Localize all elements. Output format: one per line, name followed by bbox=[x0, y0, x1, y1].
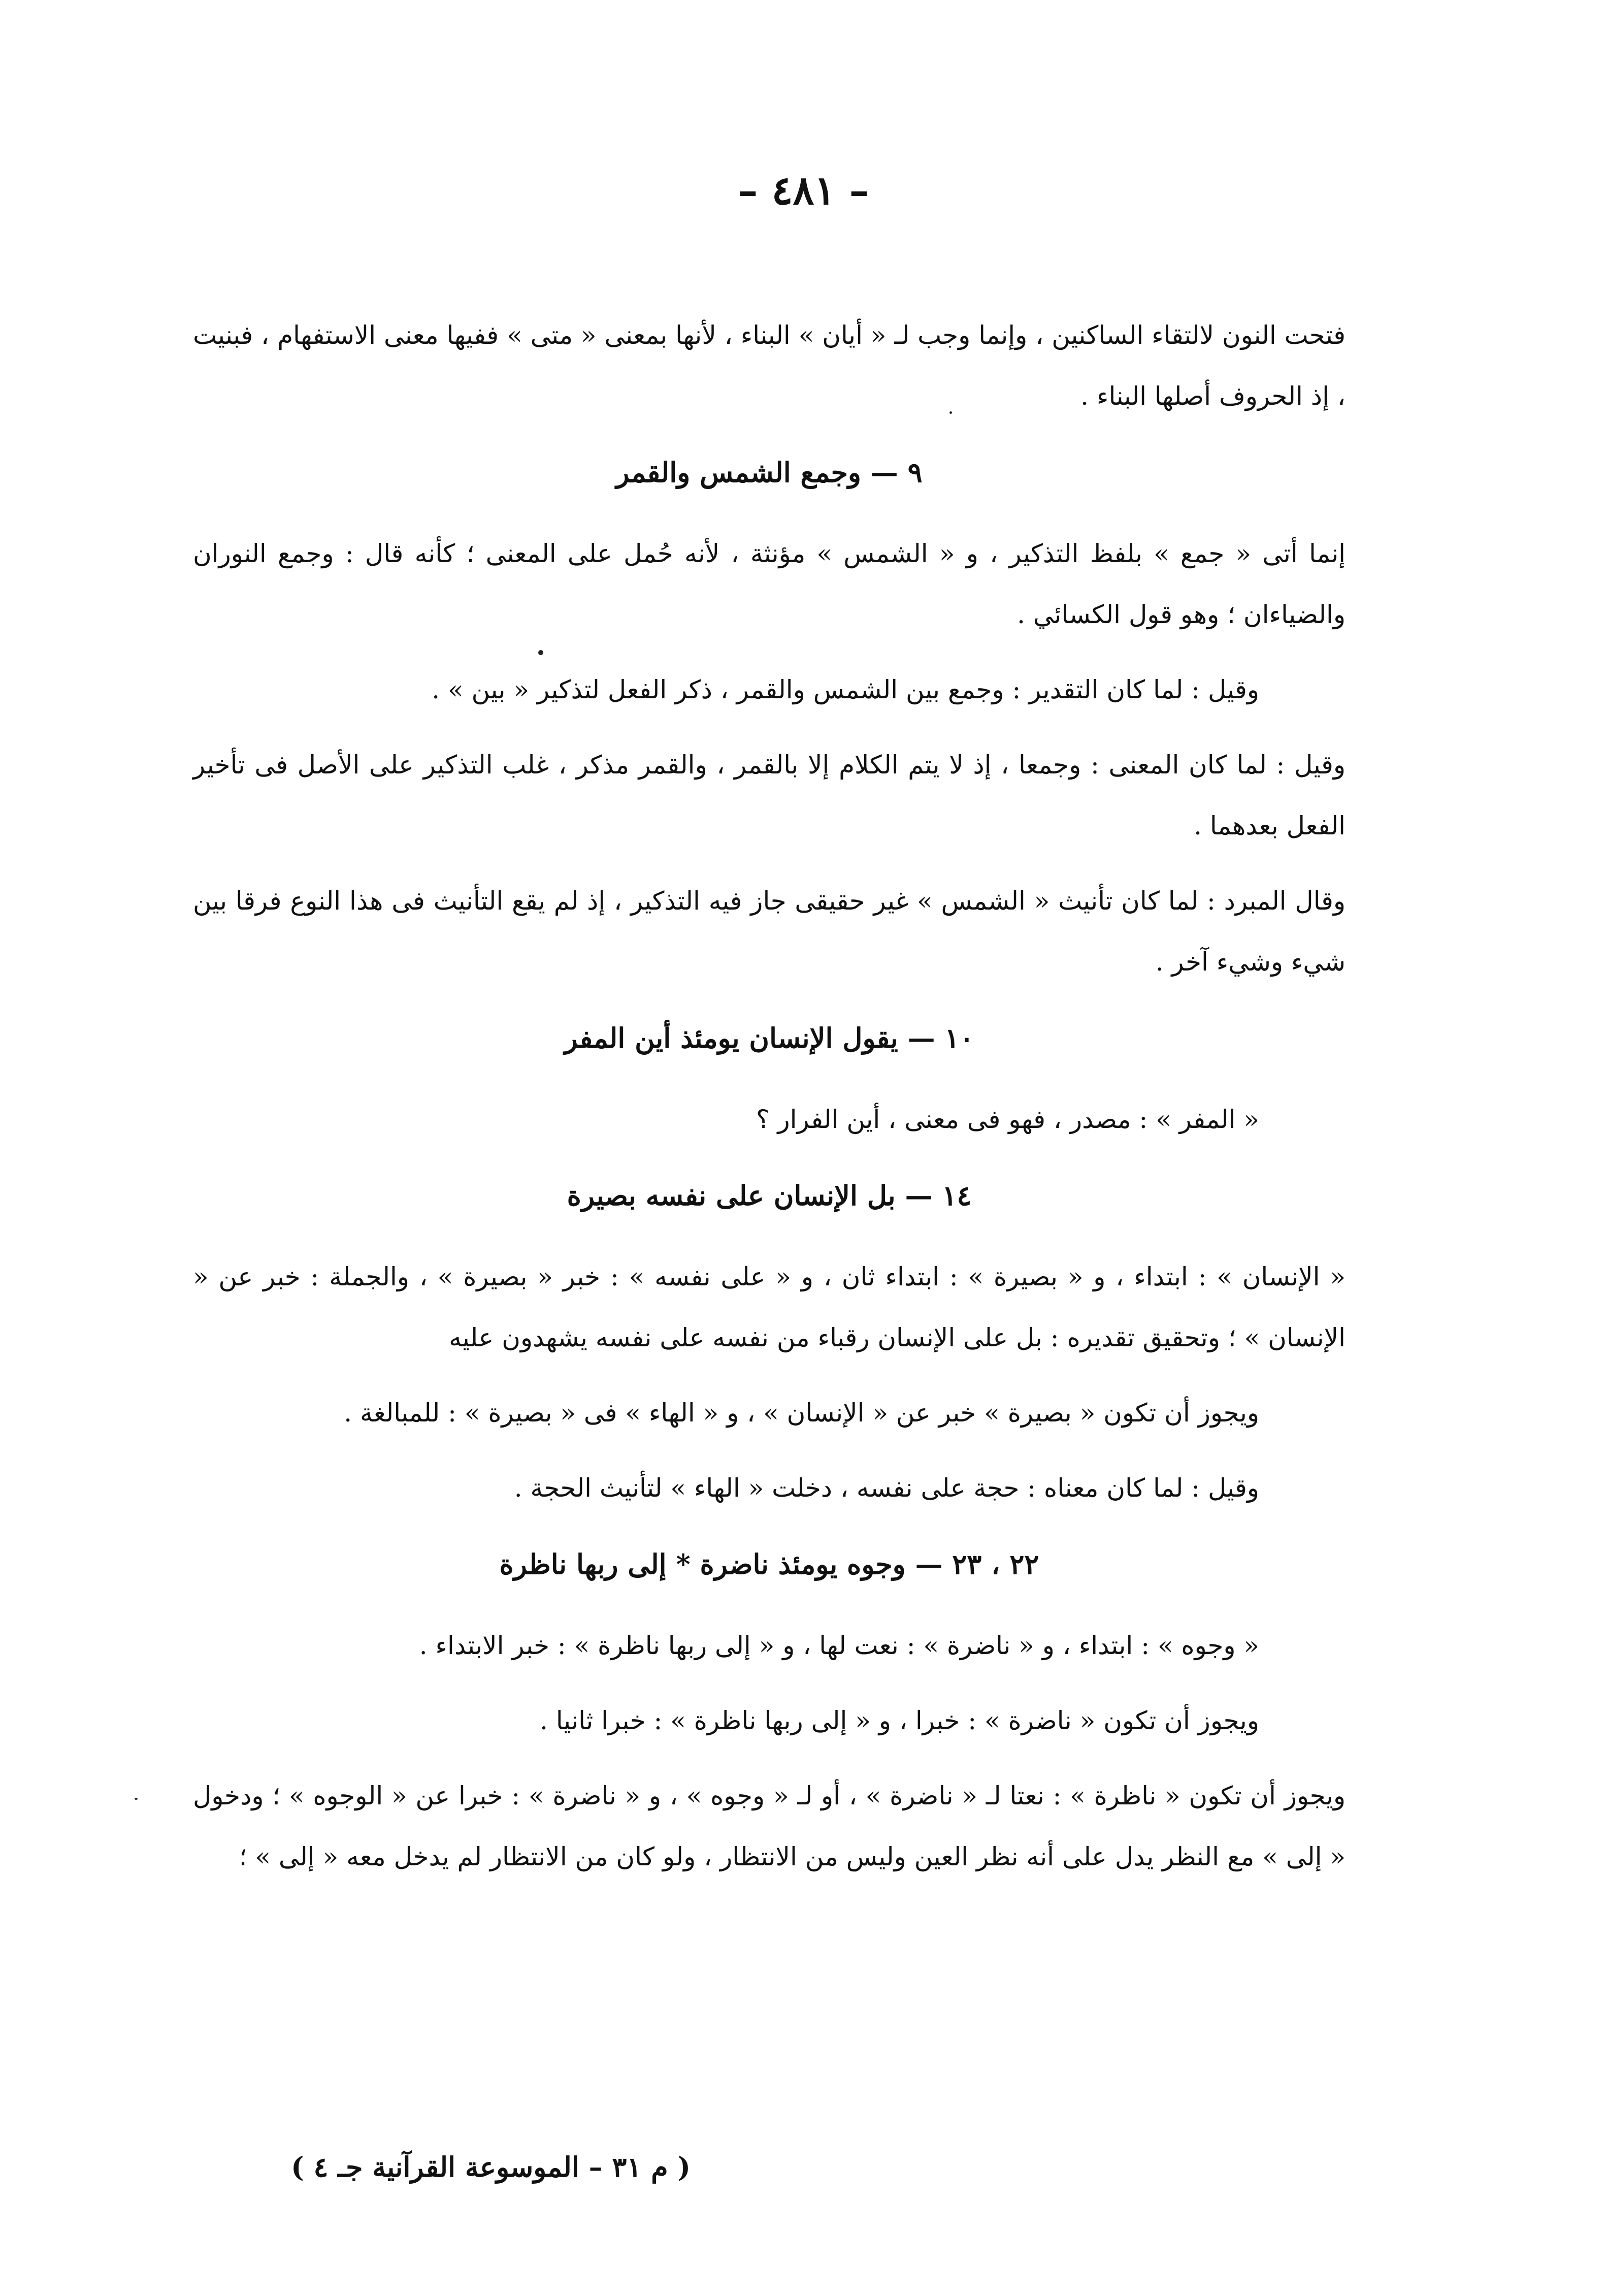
verse-heading: ١٤ — بل الإنسان على نفسه بصيرة bbox=[567, 1179, 972, 1212]
page-footer-signature: ( م ٣١ – الموسوعة القرآنية جـ ٤ ) bbox=[291, 2151, 691, 2183]
text-paragraph: وقيل : لما كان معناه : حجة على نفسه ، دخلت « الهاء » لتأنيث الحجة . bbox=[514, 1473, 1259, 1503]
verse-heading: ٩ — وجمع الشمس والقمر bbox=[616, 456, 923, 489]
text-paragraph: وقال المبرد : لما كان تأنيث « الشمس » غير حقيقى جاز فيه التذكير ، إذ لم يقع التأنيث فى هذا النوع فرقا بين شيء وشيء آخر . bbox=[193, 886, 1346, 977]
page-body bbox=[193, 305, 1346, 1901]
text-paragraph: ويجوز أن تكون « بصيرة » خبر عن « الإنسان » ، و « الهاء » فى « بصيرة » : للمبالغة . bbox=[344, 1398, 1259, 1428]
verse-heading: ٢٢ ، ٢٣ — وجوه يومئذ ناضرة * إلى ربها ناظرة bbox=[499, 1548, 1039, 1580]
text-paragraph: إنما أتى « جمع » بلفظ التذكير ، و « الشمس » مؤنثة ، لأنه حُمل على المعنى ؛ كأنه قال : وجمع النوران والضياءان ؛ وهو قول الكسائي . bbox=[193, 539, 1346, 629]
verse-heading: ١٠ — يقول الإنسان يومئذ أين المفر bbox=[564, 1022, 974, 1054]
scan-speck bbox=[949, 411, 952, 414]
scan-speck bbox=[135, 1798, 138, 1800]
text-paragraph: ويجوز أن تكون « ناضرة » : خبرا ، و « إلى ربها ناظرة » : خبرا ثانيا . bbox=[540, 1706, 1259, 1735]
text-paragraph: ويجوز أن تكون « ناظرة » : نعتا لـ « ناضرة » ، أو لـ « وجوه » ، و « ناضرة » : خبرا عن « الوجوه » ؛ ودخول « إلى » مع النظر يدل على أنه نظر العين وليس من الانتظار ، ولو كان من الانتظار لم يدخل معه « إلى » ؛ bbox=[193, 1781, 1346, 1871]
text-paragraph: « المفر » : مصدر ، فهو فى معنى ، أين الفرار ؟ bbox=[756, 1105, 1259, 1134]
page-number: – ٤٨١ – bbox=[738, 168, 869, 214]
text-paragraph: وقيل : لما كان التقدير : وجمع بين الشمس والقمر ، ذكر الفعل لتذكير « بين » . bbox=[432, 675, 1259, 704]
scan-speck bbox=[538, 650, 543, 655]
text-paragraph: « الإنسان » : ابتداء ، و « بصيرة » : ابتداء ثان ، و « على نفسه » : خبر « بصيرة » ، والجملة : خبر عن « الإنسان » ؛ وتحقيق تقديره : بل على الإنسان رقباء من نفسه على نفسه يشهدون عليه bbox=[193, 1262, 1346, 1352]
text-paragraph: « وجوه » : ابتداء ، و « ناضرة » : نعت لها ، و « إلى ربها ناظرة » : خبر الابتداء . bbox=[419, 1631, 1259, 1660]
text-paragraph: فتحت النون لالتقاء الساكنين ، وإنما وجب لـ « أيان » البناء ، لأنها بمعنى « متى » ففيها معنى الاستفهام ، فبنيت ، إذ الحروف أصلها البناء . bbox=[193, 320, 1346, 411]
text-paragraph: وقيل : لما كان المعنى : وجمعا ، إذ لا يتم الكلام إلا بالقمر ، والقمر مذكر ، غلب التذكير على الأصل فى تأخير الفعل بعدهما . bbox=[193, 750, 1346, 840]
